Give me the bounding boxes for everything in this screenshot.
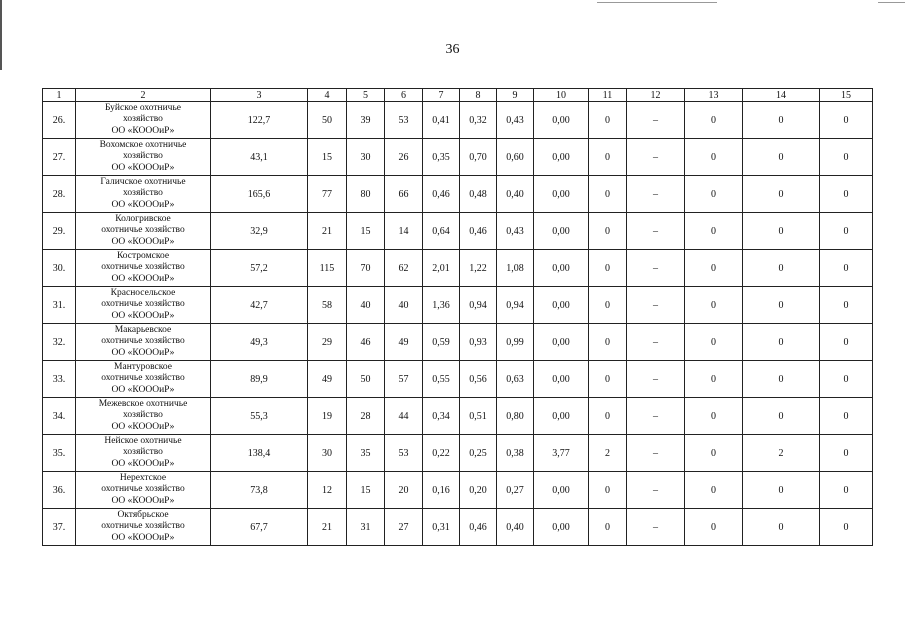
value-cell: 138,4 [211,435,308,472]
value-cell: 0,94 [460,287,497,324]
value-cell: 80 [347,176,385,213]
value-cell: 2,01 [423,250,460,287]
value-cell: 70 [347,250,385,287]
name-line: хозяйство [123,114,163,125]
value-cell: 0,40 [497,509,534,546]
value-cell: 0 [589,213,627,250]
scan-top-line [878,2,905,3]
value-cell: 0,41 [423,102,460,139]
row-number-cell: 32. [43,324,76,361]
value-cell: 0 [743,102,820,139]
value-cell: 29 [308,324,347,361]
value-cell: 0 [820,324,873,361]
name-line: Вохомское охотничье [99,139,187,150]
data-table [42,88,873,546]
value-cell: – [627,213,685,250]
value-cell: 0,35 [423,139,460,176]
value-cell: 0,64 [423,213,460,250]
value-cell: 165,6 [211,176,308,213]
value-cell: 0,80 [497,398,534,435]
value-cell: 57 [385,361,423,398]
table-row [43,213,873,250]
table-row [43,250,873,287]
table-row [43,398,873,435]
value-cell: 0 [820,250,873,287]
value-cell: 0 [685,213,743,250]
name-line: Галичское охотничье [100,176,186,187]
hunting-ground-name-cell [76,139,211,176]
value-cell: 0 [743,324,820,361]
value-cell: 30 [347,139,385,176]
value-cell: 0,00 [534,398,589,435]
value-cell: 0 [743,472,820,509]
column-header: 2 [76,89,211,102]
value-cell: – [627,250,685,287]
value-cell: 44 [385,398,423,435]
value-cell: 0 [685,472,743,509]
value-cell: 39 [347,102,385,139]
value-cell: 0 [685,509,743,546]
column-header: 14 [743,89,820,102]
value-cell: 0 [743,287,820,324]
column-header: 11 [589,89,627,102]
table-body [43,89,873,546]
name-line: Красносельское [110,287,176,298]
value-cell: 0 [685,361,743,398]
value-cell: 0 [743,139,820,176]
value-cell: 1,22 [460,250,497,287]
name-line: Нерехтское [119,472,167,483]
name-line: Кологривское [115,213,171,224]
name-line: охотничье хозяйство [101,373,185,384]
name-line: охотничье хозяйство [101,262,185,273]
value-cell: 77 [308,176,347,213]
value-cell: 0 [743,361,820,398]
name-line: ОО «КОООиР» [111,532,175,543]
value-cell: 0 [743,250,820,287]
table-row [43,287,873,324]
row-number-cell: 33. [43,361,76,398]
value-cell: 0 [685,324,743,361]
value-cell: 0,60 [497,139,534,176]
row-number-cell: 36. [43,472,76,509]
column-header: 4 [308,89,347,102]
hunting-ground-name-cell [76,435,211,472]
value-cell: 0,00 [534,472,589,509]
table-row [43,176,873,213]
table-row [43,139,873,176]
scan-edge-mark [0,0,2,70]
value-cell: 14 [385,213,423,250]
value-cell: 0,16 [423,472,460,509]
value-cell: 0 [589,361,627,398]
value-cell: 0,00 [534,176,589,213]
value-cell: 40 [347,287,385,324]
value-cell: 0,20 [460,472,497,509]
value-cell: 67,7 [211,509,308,546]
value-cell: 0,22 [423,435,460,472]
value-cell: 0 [589,509,627,546]
value-cell: – [627,361,685,398]
table-header-row [43,89,873,102]
column-header: 12 [627,89,685,102]
page-number: 36 [445,42,460,57]
value-cell: – [627,435,685,472]
value-cell: 12 [308,472,347,509]
value-cell: 0,51 [460,398,497,435]
column-header: 5 [347,89,385,102]
value-cell: 57,2 [211,250,308,287]
name-line: охотничье хозяйство [101,299,185,310]
value-cell: 115 [308,250,347,287]
name-line: ОО «КОООиР» [111,495,175,506]
name-line: Межевское охотничье [98,398,188,409]
value-cell: 15 [347,213,385,250]
value-cell: 0 [589,176,627,213]
value-cell: 0,59 [423,324,460,361]
value-cell: 53 [385,102,423,139]
row-number-cell: 28. [43,176,76,213]
value-cell: 0 [589,250,627,287]
value-cell: – [627,287,685,324]
hunting-ground-name-cell [76,213,211,250]
value-cell: 0,70 [460,139,497,176]
value-cell: 2 [589,435,627,472]
name-line: хозяйство [123,188,163,199]
name-line: ОО «КОООиР» [111,236,175,247]
table-row [43,361,873,398]
value-cell: 0,46 [460,509,497,546]
value-cell: 0,00 [534,324,589,361]
value-cell: 30 [308,435,347,472]
value-cell: 40 [385,287,423,324]
value-cell: 2 [743,435,820,472]
value-cell: 0,34 [423,398,460,435]
value-cell: 0,00 [534,509,589,546]
value-cell: 0,63 [497,361,534,398]
hunting-ground-name-cell [76,102,211,139]
value-cell: 66 [385,176,423,213]
value-cell: 21 [308,509,347,546]
value-cell: 0,43 [497,102,534,139]
value-cell: 43,1 [211,139,308,176]
row-number-cell: 34. [43,398,76,435]
name-line: Буйское охотничье [104,102,182,113]
name-line: ОО «КОООиР» [111,421,175,432]
value-cell: 49 [385,324,423,361]
value-cell: 15 [308,139,347,176]
value-cell: 0,00 [534,139,589,176]
name-line: ОО «КОООиР» [111,310,175,321]
name-line: охотничье хозяйство [101,521,185,532]
name-line: ОО «КОООиР» [111,347,175,358]
value-cell: 28 [347,398,385,435]
value-cell: 0,46 [423,176,460,213]
table-row [43,509,873,546]
value-cell: 0,40 [497,176,534,213]
value-cell: 0,56 [460,361,497,398]
value-cell: 1,36 [423,287,460,324]
value-cell: 15 [347,472,385,509]
table-row [43,472,873,509]
value-cell: 0 [820,287,873,324]
value-cell: 0 [820,398,873,435]
hunting-ground-name-cell [76,472,211,509]
row-number-cell: 26. [43,102,76,139]
value-cell: 50 [347,361,385,398]
value-cell: 0 [820,509,873,546]
name-line: ОО «КОООиР» [111,162,175,173]
name-line: Нейское охотничье [104,435,182,446]
value-cell: 0 [743,398,820,435]
name-line: ОО «КОООиР» [111,199,175,210]
value-cell: – [627,176,685,213]
column-header: 9 [497,89,534,102]
value-cell: 0,00 [534,287,589,324]
value-cell: 0 [743,509,820,546]
value-cell: 0 [685,176,743,213]
value-cell: 0 [685,250,743,287]
row-number-cell: 27. [43,139,76,176]
value-cell: – [627,398,685,435]
column-header: 6 [385,89,423,102]
column-header: 15 [820,89,873,102]
value-cell: 0,31 [423,509,460,546]
column-header: 8 [460,89,497,102]
value-cell: 0 [589,102,627,139]
hunting-ground-name-cell [76,287,211,324]
value-cell: 0 [820,102,873,139]
value-cell: 0 [820,435,873,472]
hunting-ground-name-cell [76,324,211,361]
value-cell: 0,38 [497,435,534,472]
value-cell: 0,25 [460,435,497,472]
name-line: ОО «КОООиР» [111,458,175,469]
value-cell: 0 [589,324,627,361]
name-line: хозяйство [123,447,163,458]
name-line: ОО «КОООиР» [111,125,175,136]
value-cell: 0,00 [534,250,589,287]
name-line: охотничье хозяйство [101,484,185,495]
value-cell: 0,55 [423,361,460,398]
value-cell: 73,8 [211,472,308,509]
table-row [43,102,873,139]
value-cell: 0 [685,102,743,139]
value-cell: 0 [820,213,873,250]
hunting-ground-name-cell [76,398,211,435]
value-cell: 27 [385,509,423,546]
name-line: ОО «КОООиР» [111,384,175,395]
value-cell: 0,93 [460,324,497,361]
column-header: 3 [211,89,308,102]
value-cell: 0,32 [460,102,497,139]
value-cell: 122,7 [211,102,308,139]
value-cell: – [627,139,685,176]
value-cell: 0 [685,287,743,324]
scan-top-line [597,2,717,3]
value-cell: 35 [347,435,385,472]
value-cell: 58 [308,287,347,324]
value-cell: 0 [589,287,627,324]
value-cell: 21 [308,213,347,250]
name-line: хозяйство [123,410,163,421]
row-number-cell: 37. [43,509,76,546]
value-cell: 0,48 [460,176,497,213]
value-cell: 19 [308,398,347,435]
name-line: Макарьевское [114,324,172,335]
name-line: хозяйство [123,151,163,162]
name-line: Костромское [116,250,170,261]
value-cell: 62 [385,250,423,287]
name-line: Октябрьское [117,509,169,520]
value-cell: – [627,472,685,509]
hunting-ground-name-cell [76,250,211,287]
value-cell: 0,43 [497,213,534,250]
value-cell: 32,9 [211,213,308,250]
value-cell: 0,00 [534,361,589,398]
hunting-ground-name-cell [76,509,211,546]
row-number-cell: 30. [43,250,76,287]
value-cell: 26 [385,139,423,176]
value-cell: 1,08 [497,250,534,287]
hunting-ground-name-cell [76,176,211,213]
name-line: охотничье хозяйство [101,225,185,236]
column-header: 13 [685,89,743,102]
name-line: Мантуровское [114,361,172,372]
column-header: 1 [43,89,76,102]
value-cell: 55,3 [211,398,308,435]
value-cell: 0,94 [497,287,534,324]
value-cell: 0 [685,398,743,435]
value-cell: 49 [308,361,347,398]
value-cell: 0,00 [534,213,589,250]
table-row [43,435,873,472]
value-cell: 46 [347,324,385,361]
value-cell: – [627,509,685,546]
value-cell: 0 [589,398,627,435]
value-cell: – [627,102,685,139]
row-number-cell: 35. [43,435,76,472]
value-cell: 0,46 [460,213,497,250]
column-header: 7 [423,89,460,102]
value-cell: 0 [743,213,820,250]
value-cell: 0,00 [534,102,589,139]
value-cell: 89,9 [211,361,308,398]
value-cell: 0 [589,472,627,509]
column-header: 10 [534,89,589,102]
name-line: ОО «КОООиР» [111,273,175,284]
value-cell: 0 [685,139,743,176]
row-number-cell: 29. [43,213,76,250]
value-cell: 53 [385,435,423,472]
value-cell: 0 [820,361,873,398]
value-cell: 50 [308,102,347,139]
name-line: охотничье хозяйство [101,336,185,347]
value-cell: 42,7 [211,287,308,324]
value-cell: 49,3 [211,324,308,361]
value-cell: 0 [820,176,873,213]
hunting-ground-name-cell [76,361,211,398]
value-cell: 0 [820,472,873,509]
value-cell: 0 [685,435,743,472]
value-cell: 0,27 [497,472,534,509]
table-row [43,324,873,361]
value-cell: 31 [347,509,385,546]
value-cell: 3,77 [534,435,589,472]
value-cell: 0 [820,139,873,176]
value-cell: 0 [589,139,627,176]
value-cell: 20 [385,472,423,509]
value-cell: 0 [743,176,820,213]
row-number-cell: 31. [43,287,76,324]
value-cell: – [627,324,685,361]
value-cell: 0,99 [497,324,534,361]
